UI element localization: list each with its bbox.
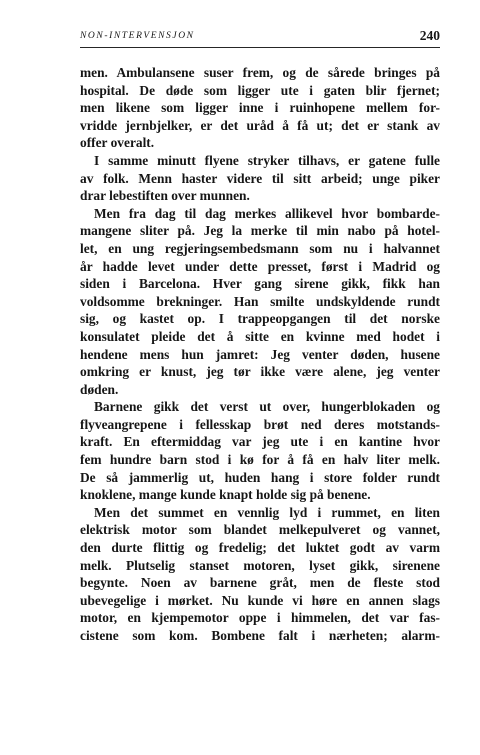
text-line: elektrisk motor som blandet melkepulveret og vannet, bbox=[80, 522, 440, 538]
text-line: døden. bbox=[80, 381, 119, 397]
text-line: men. Ambulansene suser frem, og de sårede bringes på bbox=[80, 65, 440, 80]
text-line: motor, en kjempemotor oppe i himmelen, det var fas- bbox=[80, 610, 440, 626]
text-line: omkring er knust, jeg tør ikke være alene, jeg venter bbox=[80, 364, 440, 380]
text-line: hospital. De døde som ligger ute i gaten blir fjernet; bbox=[80, 82, 440, 98]
text-line: ubevegelige i mørket. Nu kunde vi høre en annen slags bbox=[80, 592, 440, 608]
text-line: drar lebestiften over munnen. bbox=[80, 188, 250, 204]
text-line: De så jammerlig ut, huden hang i store folder rundt bbox=[80, 469, 440, 485]
text-line: voldsomme brekninger. Han smilte undskyldende rundt bbox=[80, 293, 440, 309]
text-line: mangene sliter på. Jeg la merke til min nabo på hotel- bbox=[80, 223, 440, 239]
text-line: Men fra dag til dag merkes allikevel hvor bombarde- bbox=[94, 205, 440, 221]
text-line: sig, og kastet op. I trappeopgangen til det norske bbox=[80, 311, 440, 327]
body-text bbox=[80, 64, 440, 645]
text-line: år hadde levet under dette presset, først i Madrid og bbox=[80, 258, 440, 274]
text-line: begynte. Noen av barnene gråt, men de fleste stod bbox=[80, 575, 440, 591]
text-line: Barnene gikk det verst ut over, hungerblokaden og bbox=[94, 399, 440, 415]
text-line: Men det summet en vennlig lyd i rummet, en liten bbox=[94, 504, 440, 520]
text-line: siden i Barcelona. Hver gang sirene gikk, fikk han bbox=[80, 276, 440, 292]
text-line: kraft. En eftermiddag var jeg ute i en kantine hvor bbox=[80, 434, 440, 450]
text-line: den durte flittig og fredelig; det luktet godt av varm bbox=[80, 540, 440, 556]
text-line: men likene som ligger inne i ruinhopene mellem for- bbox=[80, 100, 440, 116]
text-line: let, en ung regjeringsembedsmann som nu i halvannet bbox=[80, 240, 440, 256]
text-line: offer overalt. bbox=[80, 135, 155, 151]
text-line: hendene mens hun jamret: Jeg venter døden, husene bbox=[80, 346, 440, 362]
text-line: fem hundre barn stod i kø for å få en halv liter melk. bbox=[80, 452, 440, 468]
header-rule bbox=[80, 47, 440, 48]
text-line: cistene som kom. Bombene falt i nærheten; alarm- bbox=[80, 628, 440, 643]
text-line: konsulatet pleide det å sitte en kvinne med hodet i bbox=[80, 328, 440, 344]
running-title: NON-INTERVENSJON bbox=[80, 31, 195, 41]
text-line: melk. Plutselig stanset motoren, lyset gikk, sirenene bbox=[80, 557, 440, 573]
page-number: 240 bbox=[419, 28, 440, 43]
text-line: flyveangrepene i fellesskap brøt ned deres motstands- bbox=[80, 416, 440, 432]
text-line: av folk. Menn haster videre til sitt arbeid; unge piker bbox=[80, 170, 440, 186]
text-line: knoklene, mange kunde knapt holde sig på benene. bbox=[80, 487, 371, 503]
text-line: vridde jernbjelker, er det uråd å få ut; det er stank av bbox=[80, 117, 440, 133]
text-line: I samme minutt flyene stryker tilhavs, er gatene fulle bbox=[94, 152, 440, 168]
running-head bbox=[80, 28, 440, 44]
